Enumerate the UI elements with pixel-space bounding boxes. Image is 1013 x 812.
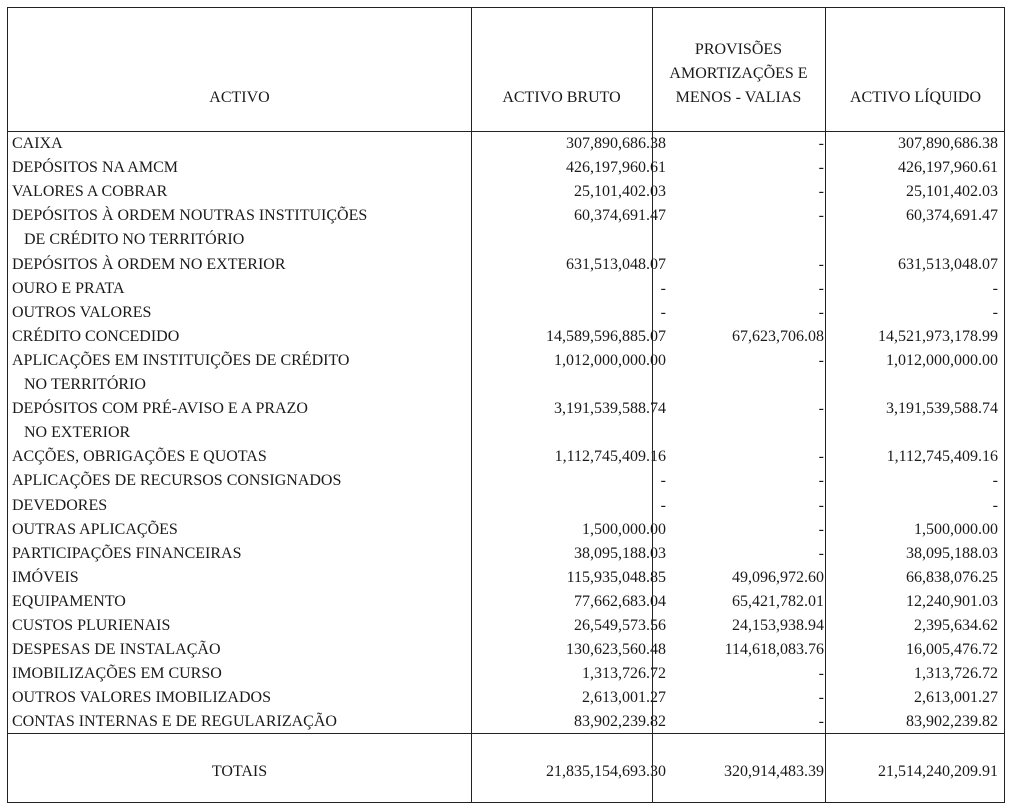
row-activo-bruto: 2,613,001.27 xyxy=(582,689,666,707)
row-provisoes: 24,153,938.94 xyxy=(732,617,824,634)
row-label: OUTROS VALORES IMOBILIZADOS xyxy=(12,689,271,707)
row-provisoes: 67,623,706.08 xyxy=(732,327,824,345)
header-activo-liquido: ACTIVO LÍQUIDO xyxy=(849,89,982,106)
row-activo-bruto: 115,935,048.85 xyxy=(566,568,666,586)
row-label: ACÇÕES, OBRIGAÇÕES E QUOTAS xyxy=(12,448,267,466)
totals-label: TOTAIS xyxy=(211,763,268,780)
row-activo-bruto: 3,191,539,588.74 xyxy=(554,400,666,418)
row-activo-liquido: 66,838,076.25 xyxy=(906,568,998,586)
row-provisoes: - xyxy=(818,665,824,683)
row-label: APLICAÇÕES EM INSTITUIÇÕES DE CRÉDITO xyxy=(12,351,350,369)
row-label: VALORES A COBRAR xyxy=(12,183,168,201)
row-activo-bruto: 1,012,000,000.00 xyxy=(554,351,666,369)
header-activo: ACTIVO xyxy=(209,89,270,106)
row-provisoes: - xyxy=(818,713,824,731)
row-activo-liquido: 307,890,686.38 xyxy=(898,135,998,152)
row-activo-bruto: 307,890,686.38 xyxy=(566,135,666,152)
row-activo-liquido: 426,197,960.61 xyxy=(898,159,998,177)
row-provisoes: - xyxy=(818,207,824,225)
row-activo-bruto: 130,623,560.48 xyxy=(566,641,666,659)
row-activo-liquido: 60,374,691.47 xyxy=(906,207,998,225)
row-label: DESPESAS DE INSTALAÇÃO xyxy=(12,641,221,659)
row-activo-liquido: 3,191,539,588.74 xyxy=(886,400,998,418)
row-activo-bruto: 83,902,239.82 xyxy=(574,713,666,731)
row-activo-bruto: 14,589,596,885.07 xyxy=(546,327,666,345)
totals-activo-bruto: 21,835,154,693.30 xyxy=(546,763,666,780)
row-activo-bruto: - xyxy=(660,472,666,490)
row-label: CRÉDITO CONCEDIDO xyxy=(12,327,180,345)
row-activo-bruto: 426,197,960.61 xyxy=(566,159,666,177)
row-activo-bruto: 631,513,048.07 xyxy=(566,255,666,273)
row-activo-liquido: 16,005,476.72 xyxy=(906,641,998,659)
row-label: CUSTOS PLURIENAIS xyxy=(12,617,171,634)
row-provisoes: - xyxy=(818,351,824,369)
row-activo-bruto: 38,095,188.03 xyxy=(574,544,666,562)
row-activo-liquido: - xyxy=(992,303,998,321)
row-label: DEPÓSITOS COM PRÉ-AVISO E A PRAZO xyxy=(12,400,308,418)
row-activo-liquido: 1,112,745,409.16 xyxy=(886,448,998,466)
row-label: EQUIPAMENTO xyxy=(12,592,126,610)
row-label: DEVEDORES xyxy=(12,496,108,514)
row-activo-liquido: 12,240,901.03 xyxy=(906,592,998,610)
row-provisoes: 114,618,083.76 xyxy=(724,641,824,659)
row-activo-liquido: 14,521,973,178.99 xyxy=(878,327,998,345)
row-label: IMOBILIZAÇÕES EM CURSO xyxy=(12,665,222,683)
row-label: CONTAS INTERNAS E DE REGULARIZAÇÃO xyxy=(12,713,337,731)
row-activo-liquido: 2,613,001.27 xyxy=(914,689,998,707)
row-activo-liquido: - xyxy=(992,496,998,514)
row-activo-bruto: 1,500,000.00 xyxy=(582,520,666,538)
row-provisoes: - xyxy=(818,159,824,177)
header-provisoes-line1: PROVISÕES xyxy=(694,41,783,58)
row-provisoes: - xyxy=(818,520,824,538)
header-activo-bruto: ACTIVO BRUTO xyxy=(502,89,621,106)
row-provisoes: - xyxy=(818,496,824,514)
row-activo-liquido: 83,902,239.82 xyxy=(906,713,998,731)
row-activo-bruto: 60,374,691.47 xyxy=(574,207,666,225)
column-divider xyxy=(471,8,472,802)
row-activo-bruto: 1,112,745,409.16 xyxy=(554,448,666,466)
row-label-continuation: NO TERRITÓRIO xyxy=(24,376,146,393)
row-label: PARTICIPAÇÕES FINANCEIRAS xyxy=(12,544,242,562)
row-label: DEPÓSITOS NA AMCM xyxy=(12,159,178,177)
row-label: OURO E PRATA xyxy=(12,279,125,297)
balance-sheet-table xyxy=(7,7,1005,803)
row-activo-bruto: 25,101,402.03 xyxy=(574,183,666,201)
row-activo-liquido: 631,513,048.07 xyxy=(898,255,998,273)
column-divider xyxy=(825,8,826,802)
row-label: APLICAÇÕES DE RECURSOS CONSIGNADOS xyxy=(12,472,342,490)
row-label: OUTROS VALORES xyxy=(12,303,152,321)
row-activo-bruto: - xyxy=(660,496,666,514)
row-provisoes: - xyxy=(818,400,824,418)
row-activo-bruto: 1,313,726.72 xyxy=(582,665,666,683)
header-divider xyxy=(8,131,1004,132)
row-activo-liquido: 1,313,726.72 xyxy=(914,665,998,683)
row-label-continuation: DE CRÉDITO NO TERRITÓRIO xyxy=(24,231,245,249)
totals-activo-liquido: 21,514,240,209.91 xyxy=(878,763,998,780)
header-provisoes-line2: AMORTIZAÇÕES E xyxy=(669,65,808,82)
row-activo-bruto: - xyxy=(660,303,666,321)
row-label-continuation: NO EXTERIOR xyxy=(24,424,131,442)
row-activo-liquido: - xyxy=(992,279,998,297)
row-provisoes: - xyxy=(818,448,824,466)
row-label: CAIXA xyxy=(12,135,63,152)
row-provisoes: 65,421,782.01 xyxy=(732,592,824,610)
row-activo-liquido: 38,095,188.03 xyxy=(906,544,998,562)
row-provisoes: - xyxy=(818,544,824,562)
row-provisoes: 49,096,972.60 xyxy=(732,568,824,586)
row-provisoes: - xyxy=(818,689,824,707)
row-label: DEPÓSITOS À ORDEM NO EXTERIOR xyxy=(12,255,286,273)
row-activo-liquido: 25,101,402.03 xyxy=(906,183,998,201)
row-activo-liquido: 1,012,000,000.00 xyxy=(886,351,998,369)
header-provisoes-line3: MENOS - VALIAS xyxy=(675,89,802,106)
row-activo-liquido: 2,395,634.62 xyxy=(914,617,998,634)
row-activo-bruto: - xyxy=(660,279,666,297)
row-activo-bruto: 77,662,683.04 xyxy=(574,592,666,610)
totals-provisoes: 320,914,483.39 xyxy=(724,763,824,780)
row-provisoes: - xyxy=(818,255,824,273)
row-provisoes: - xyxy=(818,183,824,201)
row-activo-bruto: 26,549,573.56 xyxy=(574,617,666,634)
row-provisoes: - xyxy=(818,135,824,152)
row-provisoes: - xyxy=(818,303,824,321)
row-provisoes: - xyxy=(818,279,824,297)
row-activo-liquido: 1,500,000.00 xyxy=(914,520,998,538)
row-label: OUTRAS APLICAÇÕES xyxy=(12,520,178,538)
row-provisoes: - xyxy=(818,472,824,490)
row-label: DEPÓSITOS À ORDEM NOUTRAS INSTITUIÇÕES xyxy=(12,207,368,225)
row-activo-liquido: - xyxy=(992,472,998,490)
row-label: IMÓVEIS xyxy=(12,568,79,586)
